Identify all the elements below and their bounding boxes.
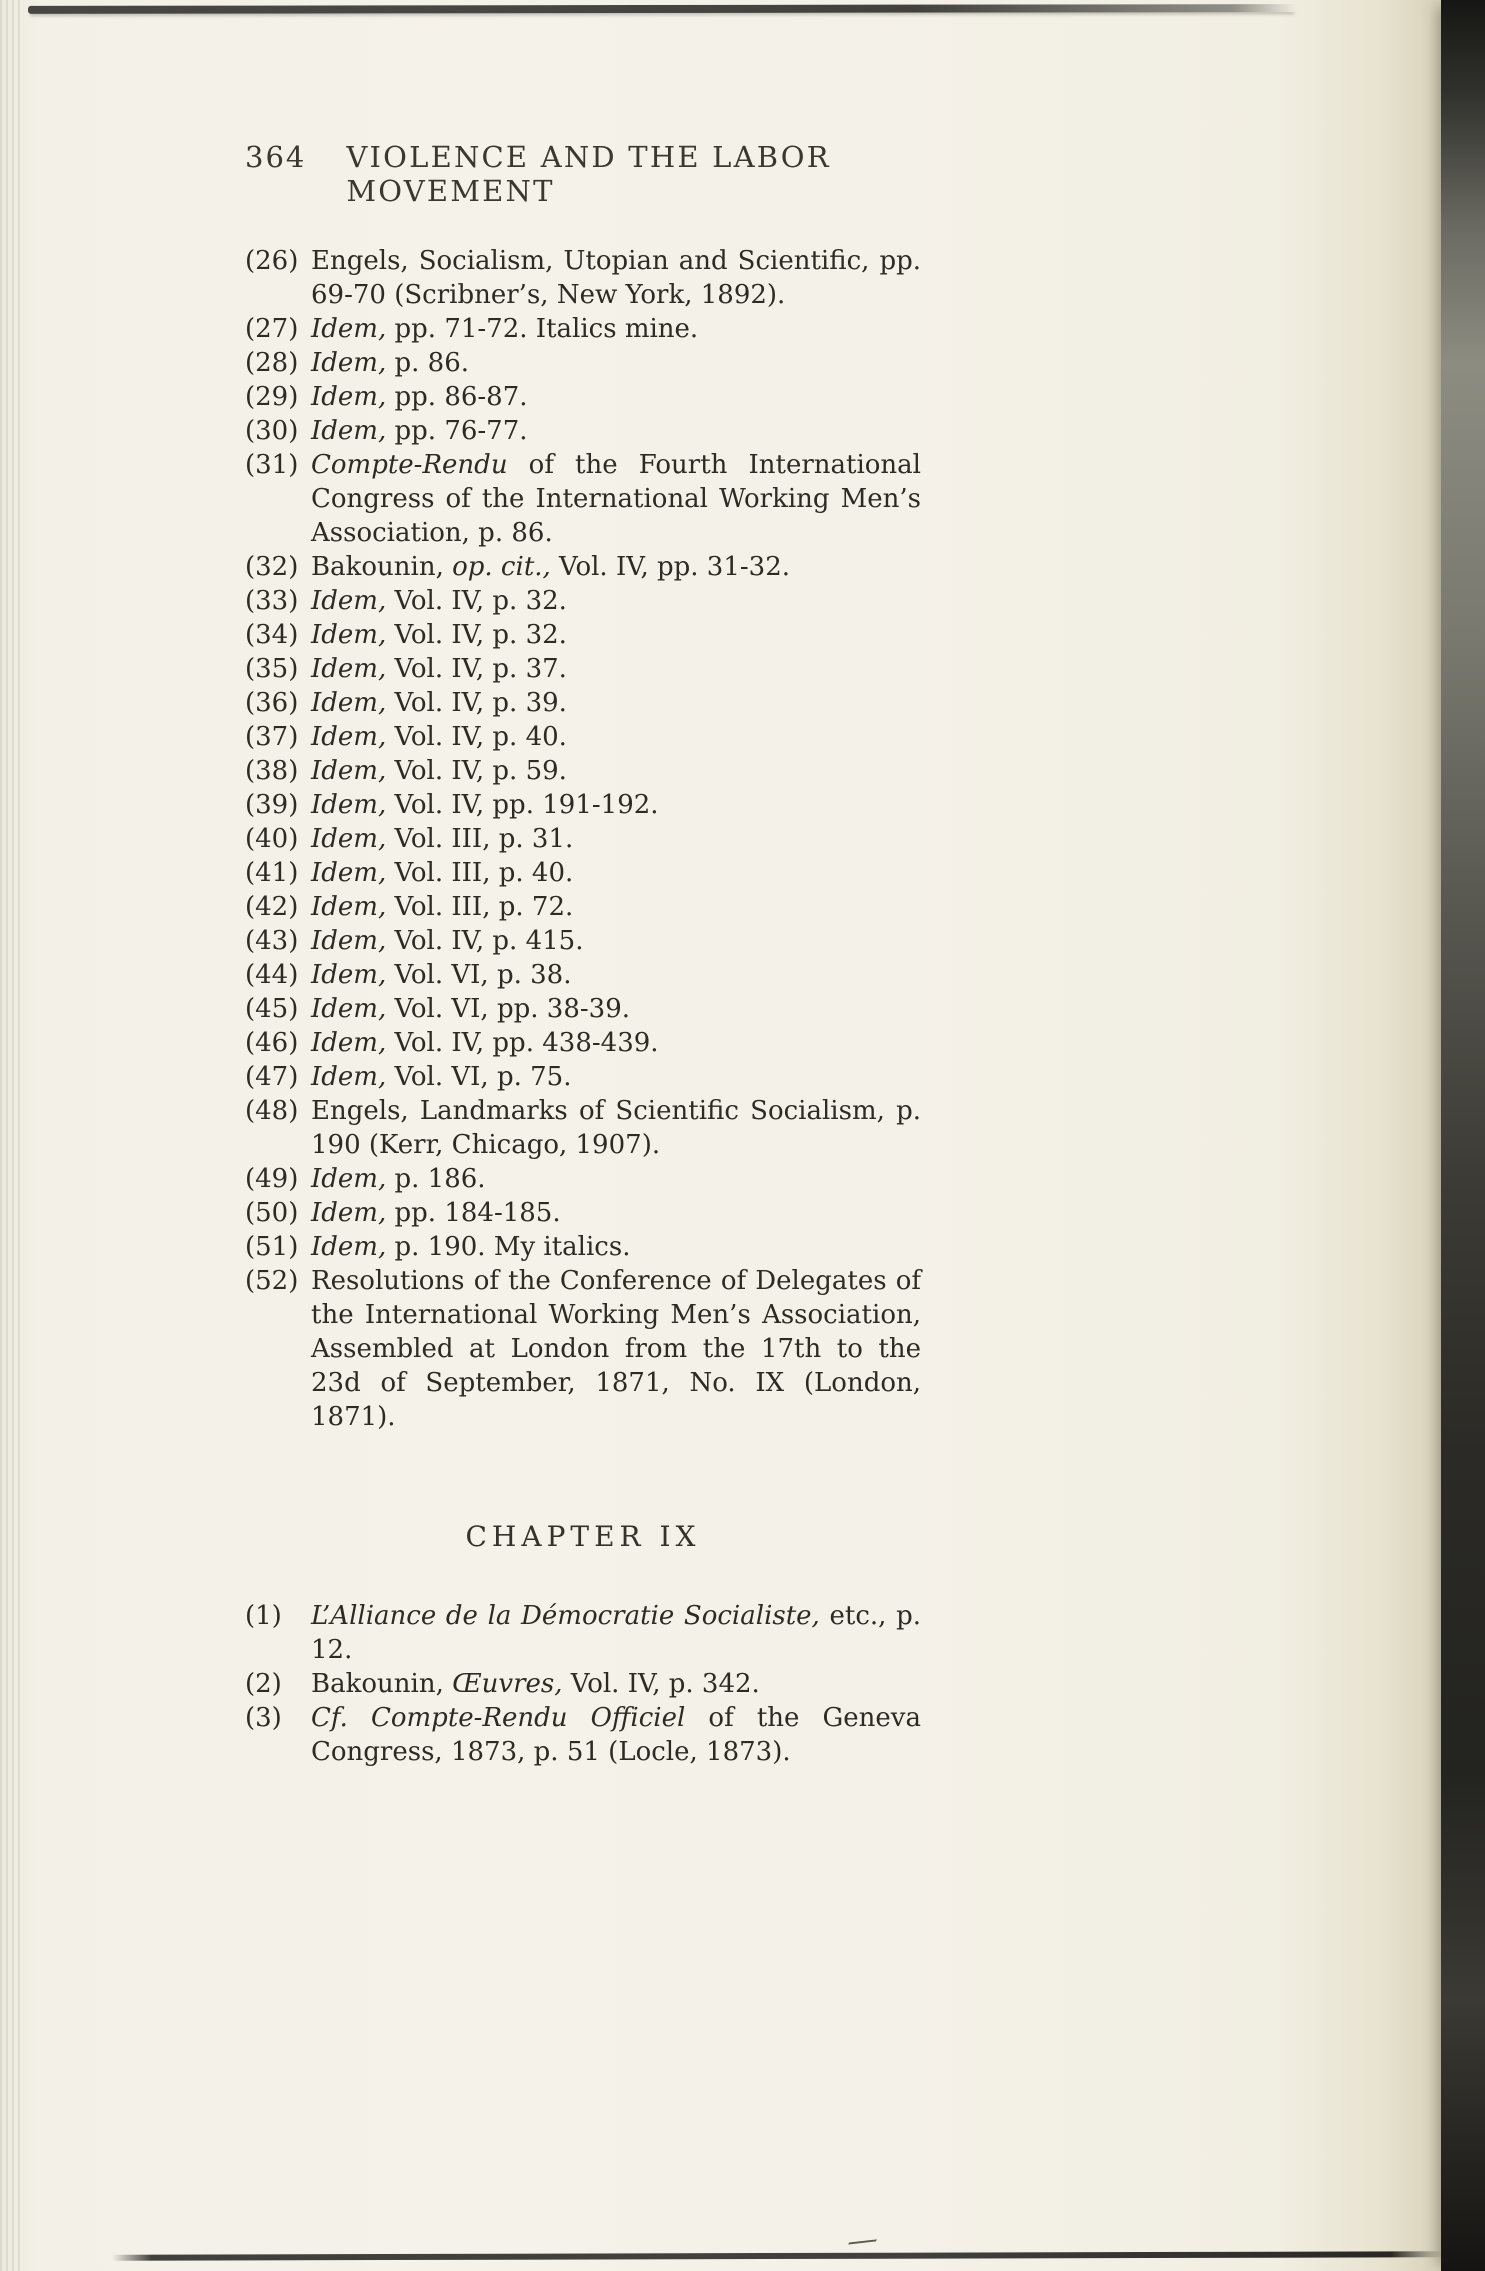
note-text-segment: Idem, [311, 790, 387, 820]
note-text-segment: Idem, [311, 1164, 387, 1194]
note-text-segment: Idem, [311, 416, 387, 446]
note-text-segment: Idem, [311, 620, 387, 650]
note-text-segment: Idem, [311, 756, 387, 786]
note-number: (36) [245, 688, 299, 718]
note-text-segment: Idem, [311, 586, 387, 616]
note-text-segment: Vol. IV, p. 37. [386, 654, 567, 684]
note-text-segment: Vol. III, p. 40. [386, 858, 574, 888]
note-number: (46) [245, 1028, 299, 1058]
note-text-segment: p. 190. My italics. [386, 1232, 631, 1262]
note-text-segment: Idem, [311, 892, 387, 922]
note-text-segment: Œuvres, [452, 1669, 563, 1699]
note-text-segment: Vol. IV, p. 32. [386, 586, 567, 616]
note-number: (33) [245, 586, 299, 616]
note-number: (35) [245, 654, 299, 684]
note-text-segment: Resolutions of the Conference of Delegates of the International Working Men’s Association, Assembled at London from the 17th to the 23d of September, 1871, No. IX (London, 1871). [311, 1266, 921, 1432]
note-item [245, 1264, 921, 1434]
note-text-segment: Vol. IV, p. 39. [386, 688, 567, 718]
page-content [245, 140, 921, 1769]
note-text-segment: Idem, [311, 994, 387, 1024]
note-text-segment: Engels, Landmarks of Scientific Socialism, p. 190 (Kerr, Chicago, 1907). [311, 1096, 921, 1160]
note-text-segment: pp. 71-72. Italics mine. [386, 314, 699, 344]
note-number: (27) [245, 314, 299, 344]
note-item [245, 1701, 921, 1769]
note-item [245, 652, 921, 686]
note-text-segment: Idem, [311, 1028, 387, 1058]
note-text-segment: Vol. IV, pp. 31-32. [550, 552, 791, 582]
note-item [245, 244, 921, 312]
note-text-segment: Idem, [311, 348, 387, 378]
note-number: (39) [245, 790, 299, 820]
note-text-segment: Cf. Compte-Rendu Officiel [311, 1703, 686, 1733]
note-number: (2) [245, 1669, 282, 1699]
note-text-segment: Vol. IV, p. 342. [562, 1669, 760, 1699]
note-text-segment: Vol. VI, p. 38. [386, 960, 572, 990]
note-item [245, 720, 921, 754]
note-text-segment: Idem, [311, 858, 387, 888]
note-item [245, 1094, 921, 1162]
note-text-segment: Bakounin, [311, 552, 453, 582]
note-number: (26) [245, 246, 299, 276]
scan-pen-mark [848, 2229, 882, 2244]
scan-top-edge-line [28, 4, 1296, 14]
note-text-segment: Idem, [311, 824, 387, 854]
note-number: (42) [245, 892, 299, 922]
note-number: (45) [245, 994, 299, 1024]
note-text-segment: Engels, Socialism, Utopian and Scientific, pp. 69-70 (Scribner’s, New York, 1892). [311, 246, 921, 310]
note-text-segment: Vol. III, p. 72. [386, 892, 574, 922]
note-item [245, 618, 921, 652]
scan-bottom-edge-line [112, 2251, 1444, 2260]
note-text-segment: op. cit., [452, 552, 551, 582]
note-text-segment: Vol. IV, p. 59. [386, 756, 567, 786]
note-item [245, 1230, 921, 1264]
note-number: (38) [245, 756, 299, 786]
note-number: (40) [245, 824, 299, 854]
note-item [245, 1599, 921, 1667]
note-number: (28) [245, 348, 299, 378]
note-text-segment: Idem, [311, 1062, 387, 1092]
note-text-segment: Idem, [311, 314, 387, 344]
scan-left-streaks [0, 0, 22, 2271]
note-item [245, 754, 921, 788]
note-item [245, 890, 921, 924]
note-item [245, 1196, 921, 1230]
note-text-segment: Idem, [311, 960, 387, 990]
note-item [245, 958, 921, 992]
note-text-segment: p. 186. [386, 1164, 486, 1194]
note-item [245, 1026, 921, 1060]
note-text-segment: Compte-Rendu [311, 450, 508, 480]
note-item [245, 414, 921, 448]
note-item [245, 584, 921, 618]
note-text-segment: Vol. IV, p. 32. [386, 620, 567, 650]
note-text-segment: Vol. IV, pp. 438-439. [386, 1028, 659, 1058]
chapter-heading: CHAPTER IX [465, 1520, 701, 1553]
note-text-segment: Idem, [311, 722, 387, 752]
note-number: (32) [245, 552, 299, 582]
note-text-segment: Vol. III, p. 31. [386, 824, 574, 854]
note-text-segment: Idem, [311, 926, 387, 956]
note-number: (50) [245, 1198, 299, 1228]
note-item [245, 1162, 921, 1196]
note-text-segment: Vol. IV, p. 40. [386, 722, 567, 752]
note-number: (43) [245, 926, 299, 956]
note-number: (52) [245, 1266, 299, 1296]
page-header [245, 140, 921, 208]
running-title: VIOLENCE AND THE LABOR MOVEMENT [346, 140, 831, 208]
note-number: (31) [245, 450, 299, 480]
note-text-segment: Vol. VI, pp. 38-39. [386, 994, 630, 1024]
note-number: (48) [245, 1096, 299, 1126]
note-number: (34) [245, 620, 299, 650]
note-number: (1) [245, 1601, 282, 1631]
note-text-segment: Idem, [311, 1232, 387, 1262]
note-number: (3) [245, 1703, 282, 1733]
note-text-segment: pp. 86-87. [386, 382, 528, 412]
note-number: (47) [245, 1062, 299, 1092]
scan-right-page-edge [1441, 0, 1485, 2271]
note-item [245, 312, 921, 346]
note-text-segment: etc., p. 12. [311, 1601, 921, 1665]
note-text-segment: Bakounin, [311, 1669, 453, 1699]
note-text-segment: of the Fourth International Congress of the International Working Men’s Association, p. 86. [311, 450, 921, 548]
note-number: (51) [245, 1232, 299, 1262]
note-item [245, 1060, 921, 1094]
note-text-segment: Vol. IV, p. 415. [386, 926, 584, 956]
note-text-segment: Idem, [311, 1198, 387, 1228]
note-text-segment: Vol. VI, p. 75. [386, 1062, 572, 1092]
note-item [245, 856, 921, 890]
note-text-segment: L’Alliance de la Démocratie Socialiste, [311, 1601, 820, 1631]
note-item [245, 924, 921, 958]
page-number: 364 [245, 140, 307, 174]
note-number: (41) [245, 858, 299, 888]
note-item [245, 380, 921, 414]
chapter-notes-list [245, 1599, 921, 1769]
note-item [245, 992, 921, 1026]
note-text-segment: Idem, [311, 654, 387, 684]
note-item [245, 1667, 921, 1701]
note-number: (44) [245, 960, 299, 990]
note-item [245, 686, 921, 720]
note-item [245, 550, 921, 584]
note-text-segment: Vol. IV, pp. 191-192. [386, 790, 659, 820]
note-item [245, 788, 921, 822]
note-number: (37) [245, 722, 299, 752]
endnotes-list [245, 244, 921, 1434]
note-number: (30) [245, 416, 299, 446]
note-number: (29) [245, 382, 299, 412]
note-text-segment: p. 86. [386, 348, 470, 378]
note-text-segment: pp. 184-185. [386, 1198, 561, 1228]
note-text-segment: Idem, [311, 382, 387, 412]
note-text-segment: of the Geneva Congress, 1873, p. 51 (Locle, 1873). [311, 1703, 921, 1767]
note-item [245, 822, 921, 856]
note-number: (49) [245, 1164, 299, 1194]
note-text-segment: pp. 76-77. [386, 416, 528, 446]
note-text-segment: Idem, [311, 688, 387, 718]
note-item [245, 346, 921, 380]
note-item [245, 448, 921, 550]
